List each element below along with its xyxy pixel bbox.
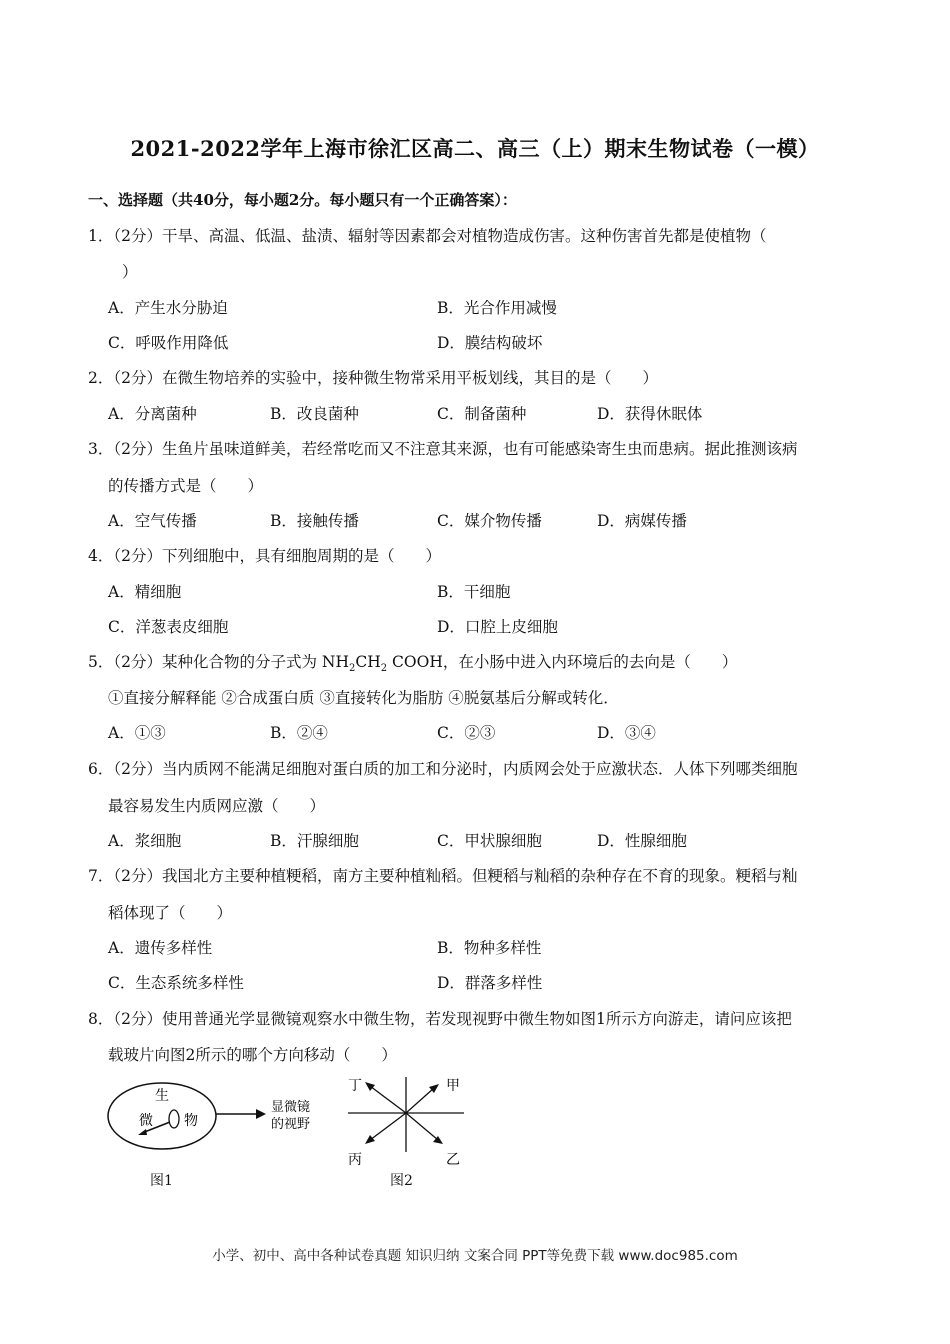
q3-option-c: C．媒介物传播 — [437, 512, 542, 530]
arrow-ding — [370, 1086, 406, 1113]
question-3-cont: 的传播方式是（ ） — [108, 477, 264, 495]
page-title: 2021-2022学年上海市徐汇区高二、高三（上）期末生物试卷（一模） — [130, 136, 820, 161]
q3-option-b: B．接触传播 — [270, 512, 359, 530]
question-5: 5．（2分）某种化合物的分子式为 $NH_2CH_2$ COOH，在小肠中进入内环境后的去向是（ ） — [88, 653, 738, 675]
fig1-char-wu: 物 — [184, 1113, 198, 1129]
arrow-bing — [370, 1113, 406, 1140]
q1-option-d: D．膜结构破坏 — [437, 334, 543, 352]
pointer-arrowhead — [256, 1109, 266, 1119]
q6-option-d: D．性腺细胞 — [597, 832, 687, 850]
question-3: 3．（2分）生鱼片虽味道鲜美，若经常吃而又不注意其来源，也有可能感染寄生虫而患病。据此推测该病 — [88, 440, 798, 458]
q6-option-c: C．甲状腺细胞 — [437, 832, 542, 850]
q5-option-b: B．②④ — [270, 724, 328, 742]
question-8-cont: 载玻片向图2所示的哪个方向移动（ ） — [108, 1046, 397, 1064]
question-7-cont: 稻体现了（ ） — [108, 904, 233, 922]
q2-option-c: C．制备菌种 — [437, 405, 527, 423]
question-8: 8．（2分）使用普通光学显微镜观察水中微生物，若发现视野中微生物如图1所示方向游走，请问应该把 — [88, 1010, 792, 1028]
q2-option-b: B．改良菌种 — [270, 405, 359, 423]
question-6: 6．（2分）当内质网不能满足细胞对蛋白质的加工和分泌时，内质网会处于应激状态．人体下列哪类细胞 — [88, 760, 798, 778]
label-ding: 丁 — [348, 1078, 362, 1094]
figure-2-caption: 图2 — [390, 1173, 413, 1189]
q5-option-c: C．②③ — [437, 724, 496, 742]
figure-2-direction-diagram — [340, 1072, 470, 1172]
figure-1-caption: 图1 — [150, 1173, 173, 1189]
q6-option-b: B．汗腺细胞 — [270, 832, 359, 850]
q5-option-a: A．①③ — [108, 724, 166, 742]
q2-option-d: D．获得休眠体 — [597, 405, 703, 423]
movement-arrowhead — [138, 1129, 147, 1135]
q3-option-d: D．病媒传播 — [597, 512, 687, 530]
question-7: 7．（2分）我国北方主要种植粳稻，南方主要种植籼稻。但粳稻与籼稻的杂种存在不育的现象。粳稻与籼 — [88, 867, 798, 885]
fig1-char-sheng: 生 — [155, 1088, 169, 1104]
q2-option-a: A．分离菌种 — [108, 405, 197, 423]
arrow-yi — [406, 1113, 438, 1140]
question-2: 2．（2分）在微生物培养的实验中，接种微生物常采用平板划线，其目的是（ ） — [88, 369, 658, 387]
q7-option-a: A．遗传多样性 — [108, 939, 213, 957]
question-1-cont: ） — [122, 263, 138, 281]
question-4: 4．（2分）下列细胞中，具有细胞周期的是（ ） — [88, 547, 441, 565]
q4-option-c: C．洋葱表皮细胞 — [108, 618, 229, 636]
arrow-jia — [406, 1088, 434, 1113]
q4-option-d: D．口腔上皮细胞 — [437, 618, 558, 636]
label-yi: 乙 — [446, 1152, 460, 1168]
figure-1-microscope-view — [100, 1078, 340, 1188]
fig1-label-line1: 显微镜 — [271, 1100, 311, 1115]
q1-option-b: B．光合作用减慢 — [437, 299, 557, 317]
question-5-cont: ①直接分解释能 ②合成蛋白质 ③直接转化为脂肪 ④脱氨基后分解或转化． — [108, 689, 619, 707]
q7-option-b: B．物种多样性 — [437, 939, 542, 957]
q1-option-c: C．呼吸作用降低 — [108, 334, 229, 352]
fig1-char-wei: 微 — [139, 1113, 153, 1129]
q4-option-a: A．精细胞 — [108, 583, 182, 601]
arrowhead-ding — [365, 1082, 375, 1091]
arrowhead-bing — [365, 1135, 375, 1144]
footer-text: 小学、初中、高中各种试卷真题 知识归纳 文案合同 PPT等免费下载 www.doc985.com — [212, 1248, 738, 1264]
fig1-label-line2: 的视野 — [271, 1117, 311, 1132]
q4-option-b: B．干细胞 — [437, 583, 511, 601]
question-1: 1．（2分）干旱、高温、低温、盐渍、辐射等因素都会对植物造成伤害。这种伤害首先都是使植物（ — [88, 227, 767, 245]
q7-option-c: C．生态系统多样性 — [108, 974, 244, 992]
q1-option-a: A．产生水分胁迫 — [108, 299, 228, 317]
question-6-cont: 最容易发生内质网应激（ ） — [108, 797, 326, 815]
label-bing: 丙 — [348, 1152, 362, 1168]
section-header: 一、选择题（共40分，每小题2分。每小题只有一个正确答案）： — [88, 191, 517, 209]
q7-option-d: D．群落多样性 — [437, 974, 543, 992]
label-jia: 甲 — [446, 1078, 460, 1094]
microorganism-shape — [169, 1110, 179, 1128]
q6-option-a: A．浆细胞 — [108, 832, 182, 850]
q3-option-a: A．空气传播 — [108, 512, 197, 530]
q5-option-d: D．③④ — [597, 724, 656, 742]
